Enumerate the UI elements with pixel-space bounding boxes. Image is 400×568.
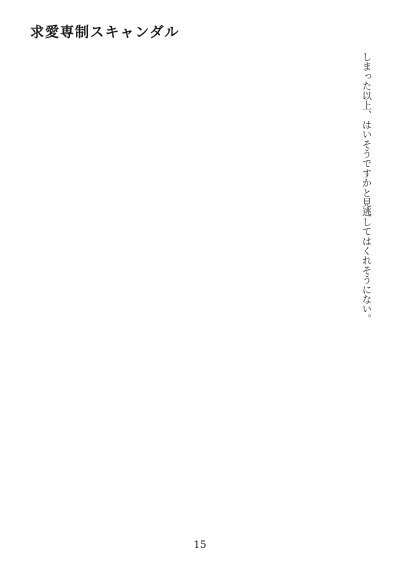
text-line: しまった以上、はいそうですかと見逃してはくれそうにない。 [360, 52, 371, 324]
book-title: 求愛専制スキャンダル [30, 25, 180, 41]
body-text [30, 52, 372, 520]
page-number: 15 [193, 540, 207, 551]
